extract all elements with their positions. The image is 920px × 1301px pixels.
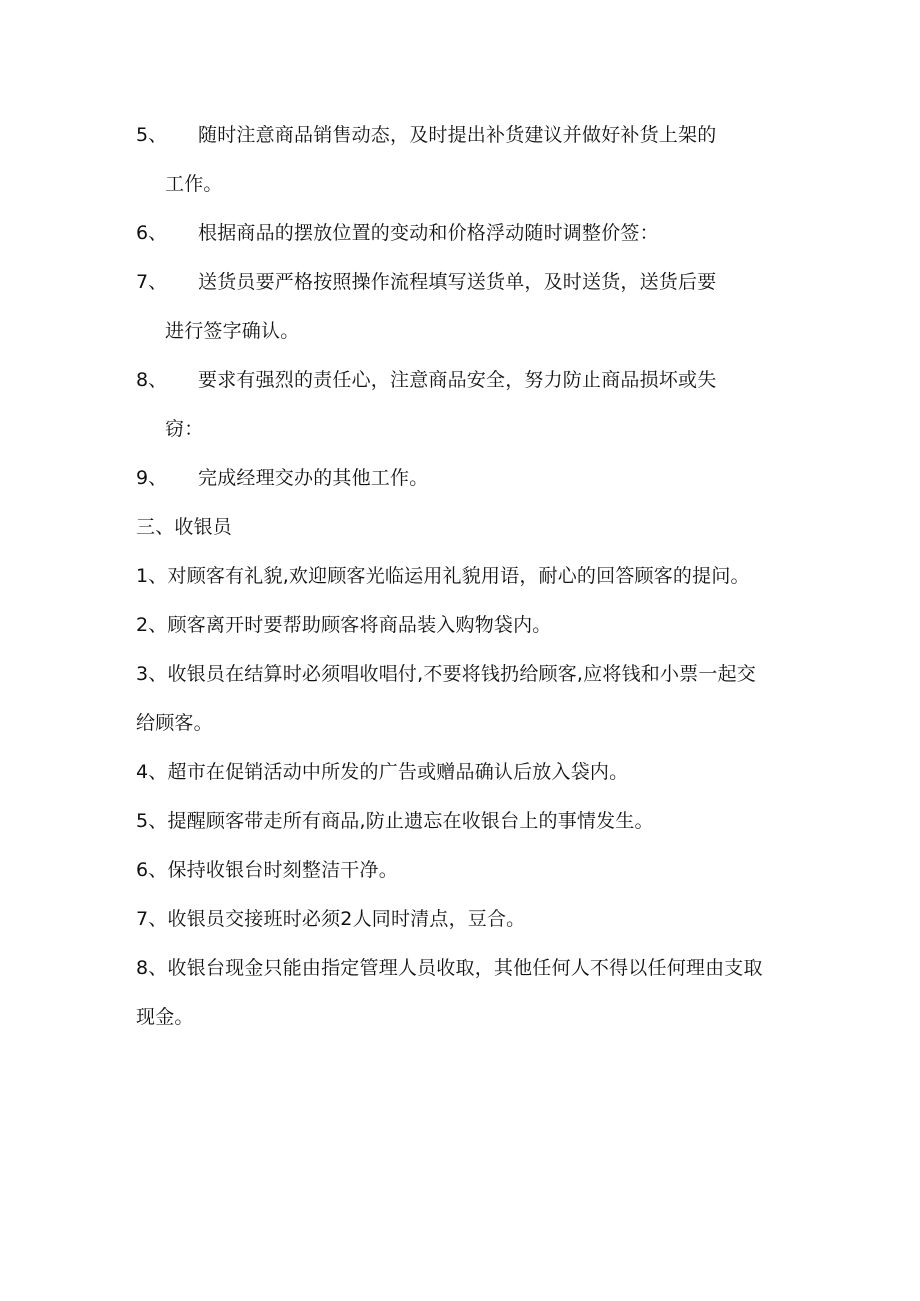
- item-text-line2: 工作。: [165, 173, 223, 195]
- item-text-line2: 给顾客。: [136, 712, 213, 734]
- list-item: 5、提醒顾客带走所有商品,防止遗忘在收银台上的事情发生。: [136, 810, 654, 832]
- item-text-line2: 窃：: [165, 418, 204, 440]
- item-text-line1: 完成经理交办的其他工作。: [198, 467, 429, 489]
- item-text-line1: 随时注意商品销售动态，及时提出补货建议并做好补货上架的: [198, 124, 717, 146]
- list-item: 7、收银员交接班时必须2人同时清点，豆合。: [136, 908, 526, 930]
- item-number: 6、: [136, 222, 168, 244]
- list-item: 1、对顾客有礼貌,欢迎顾客光临运用礼貌用语，耐心的回答顾客的提问。: [136, 565, 750, 587]
- item-text-line1: 8、收银台现金只能由指定管理人员收取，其他任何人不得以任何理由支取: [136, 957, 763, 979]
- item-text-line1: 送货员要严格按照操作流程填写送货单，及时送货，送货后要: [198, 271, 717, 293]
- item-number: 9、: [136, 467, 168, 489]
- item-text-line2: 进行签字确认。: [165, 320, 300, 342]
- item-text-line1: 根据商品的摆放位置的变动和价格浮动随时调整价签：: [198, 222, 659, 244]
- list-item: 4、超市在促销活动中所发的广告或赠品确认后放入袋内。: [136, 761, 629, 783]
- list-item: 6、保持收银台时刻整洁干净。: [136, 859, 398, 881]
- list-item: 2、顾客离开时要帮助顾客将商品装入购物袋内。: [136, 614, 552, 636]
- item-number: 7、: [136, 271, 168, 293]
- item-text-line1: 3、收银员在结算时必须唱收唱付,不要将钱扔给顾客,应将钱和小票一起交: [136, 663, 756, 685]
- section-heading: 三、收银员: [136, 516, 233, 538]
- item-number: 8、: [136, 369, 168, 391]
- item-number: 5、: [136, 124, 168, 146]
- item-text-line1: 要求有强烈的责任心，注意商品安全，努力防止商品损坏或失: [198, 369, 717, 391]
- item-text-line2: 现金。: [136, 1006, 194, 1028]
